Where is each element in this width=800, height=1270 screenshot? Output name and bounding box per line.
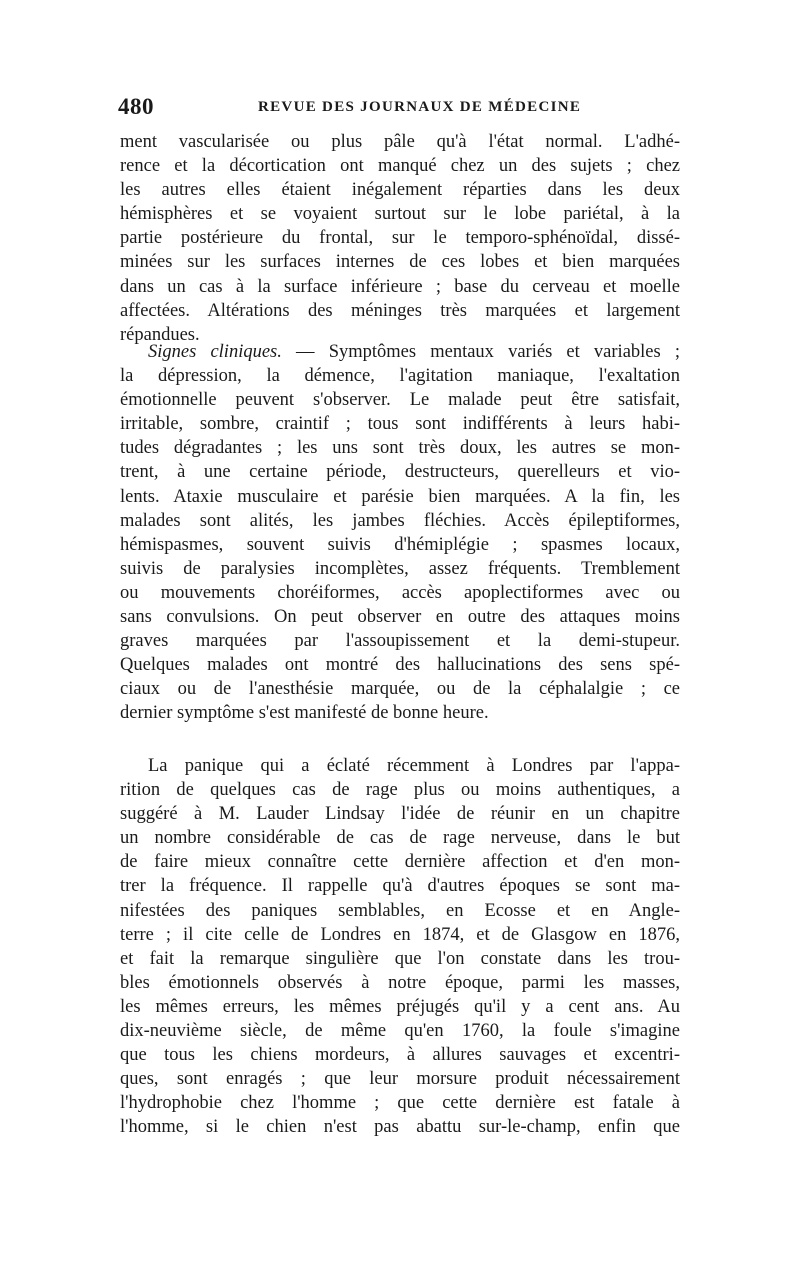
text-line: rition de quelques cas de rage plus ou moins authentiques, a bbox=[120, 780, 680, 801]
text-line: les autres elles étaient inégalement réparties dans les deux bbox=[120, 180, 680, 201]
text-line: nifestées des paniques semblables, en Ecosse et en Angle- bbox=[120, 900, 680, 921]
text-line: irritable, sombre, craintif ; tous sont indifférents à leurs habi- bbox=[120, 414, 680, 435]
page-header bbox=[118, 94, 678, 124]
text-line: émotionnelle peuvent s'observer. Le malade peut être satisfait, bbox=[120, 390, 680, 411]
text-line: minées sur les surfaces internes de ces lobes et bien marquées bbox=[120, 252, 680, 273]
text-line-lead bbox=[120, 340, 680, 364]
text-line: partie postérieure du frontal, sur le temporo-sphénoïdal, dissé- bbox=[120, 228, 680, 249]
text-line: suivis de paralysies incomplètes, assez fréquents. Tremblement bbox=[120, 558, 680, 579]
text-line: les mêmes erreurs, les mêmes préjugés qu'il y a cent ans. Au bbox=[120, 996, 680, 1017]
text-line: hémispasmes, souvent suivis d'hémiplégie ; spasmes locaux, bbox=[120, 534, 680, 555]
text-line: bles émotionnels observés à notre époque, parmi les masses, bbox=[120, 972, 680, 993]
text-line: ou mouvements choréiformes, accès apoplectiformes avec ou bbox=[120, 582, 680, 603]
text-line: Quelques malades ont montré des hallucinations des sens spé- bbox=[120, 655, 680, 676]
text-line: l'hydrophobie chez l'homme ; que cette dernière est fatale à bbox=[120, 1093, 680, 1114]
text-line: l'homme, si le chien n'est pas abattu sur-le-champ, enfin que bbox=[120, 1117, 680, 1138]
text-line: hémisphères et se voyaient surtout sur le lobe pariétal, à la bbox=[120, 204, 680, 225]
text-line: graves marquées par l'assoupissement et la demi-stupeur. bbox=[120, 631, 680, 652]
paragraph-clinical-signs bbox=[120, 340, 680, 726]
text-line: la dépression, la démence, l'agitation maniaque, l'exaltation bbox=[120, 366, 680, 387]
text-line: terre ; il cite celle de Londres en 1874, et de Glasgow en 1876, bbox=[120, 924, 680, 945]
text-line: que tous les chiens mordeurs, à allures sauvages et excentri- bbox=[120, 1045, 680, 1066]
paragraph-rabies-panic bbox=[120, 754, 680, 1140]
text-line: de faire mieux connaître cette dernière affection et d'en mon- bbox=[120, 852, 680, 873]
text-line: dernier symptôme s'est manifesté de bonne heure. bbox=[120, 703, 489, 724]
text-line: dix-neuvième siècle, de même qu'en 1760, la foule s'imagine bbox=[120, 1021, 680, 1042]
lead-line-rest: — Symptômes mentaux variés et variables ; bbox=[281, 342, 680, 362]
text-line: trer la fréquence. Il rappelle qu'à d'autres époques se sont ma- bbox=[120, 876, 680, 897]
text-line: et fait la remarque singulière que l'on constate dans les trou- bbox=[120, 948, 680, 969]
text-line: suggéré à M. Lauder Lindsay l'idée de réunir en un chapitre bbox=[120, 804, 680, 825]
text-line: lents. Ataxie musculaire et parésie bien marquées. A la fin, les bbox=[120, 486, 680, 507]
section-lead-italic: Signes cliniques. bbox=[148, 342, 282, 362]
text-line: un nombre considérable de cas de rage nerveuse, dans le but bbox=[120, 828, 680, 849]
text-line: tudes dégradantes ; les uns sont très doux, les autres se mon- bbox=[120, 438, 680, 459]
text-line: malades sont alités, les jambes fléchies. Accès épileptiformes, bbox=[120, 510, 680, 531]
text-line: ment vascularisée ou plus pâle qu'à l'état normal. L'adhé- bbox=[120, 132, 680, 152]
text-line: La panique qui a éclaté récemment à Londres par l'appa- bbox=[148, 756, 680, 776]
paragraph-pathology bbox=[120, 130, 680, 347]
text-line: sans convulsions. On peut observer en outre des attaques moins bbox=[120, 607, 680, 628]
text-line: trent, à une certaine période, destructeurs, querelleurs et vio- bbox=[120, 462, 680, 483]
text-line: ques, sont enragés ; que leur morsure produit nécessairement bbox=[120, 1069, 680, 1090]
text-line: affectées. Altérations des méninges très marquées et largement bbox=[120, 300, 680, 321]
text-line: rence et la décortication ont manqué chez un des sujets ; chez bbox=[120, 156, 680, 177]
page-number: 480 bbox=[118, 94, 154, 119]
text-line: répandues. bbox=[120, 324, 200, 345]
running-head: REVUE DES JOURNAUX DE MÉDECINE bbox=[258, 99, 582, 115]
text-line: ciaux ou de l'anesthésie marquée, ou de la céphalalgie ; ce bbox=[120, 679, 680, 700]
text-line: dans un cas à la surface inférieure ; base du cerveau et moelle bbox=[120, 276, 680, 297]
